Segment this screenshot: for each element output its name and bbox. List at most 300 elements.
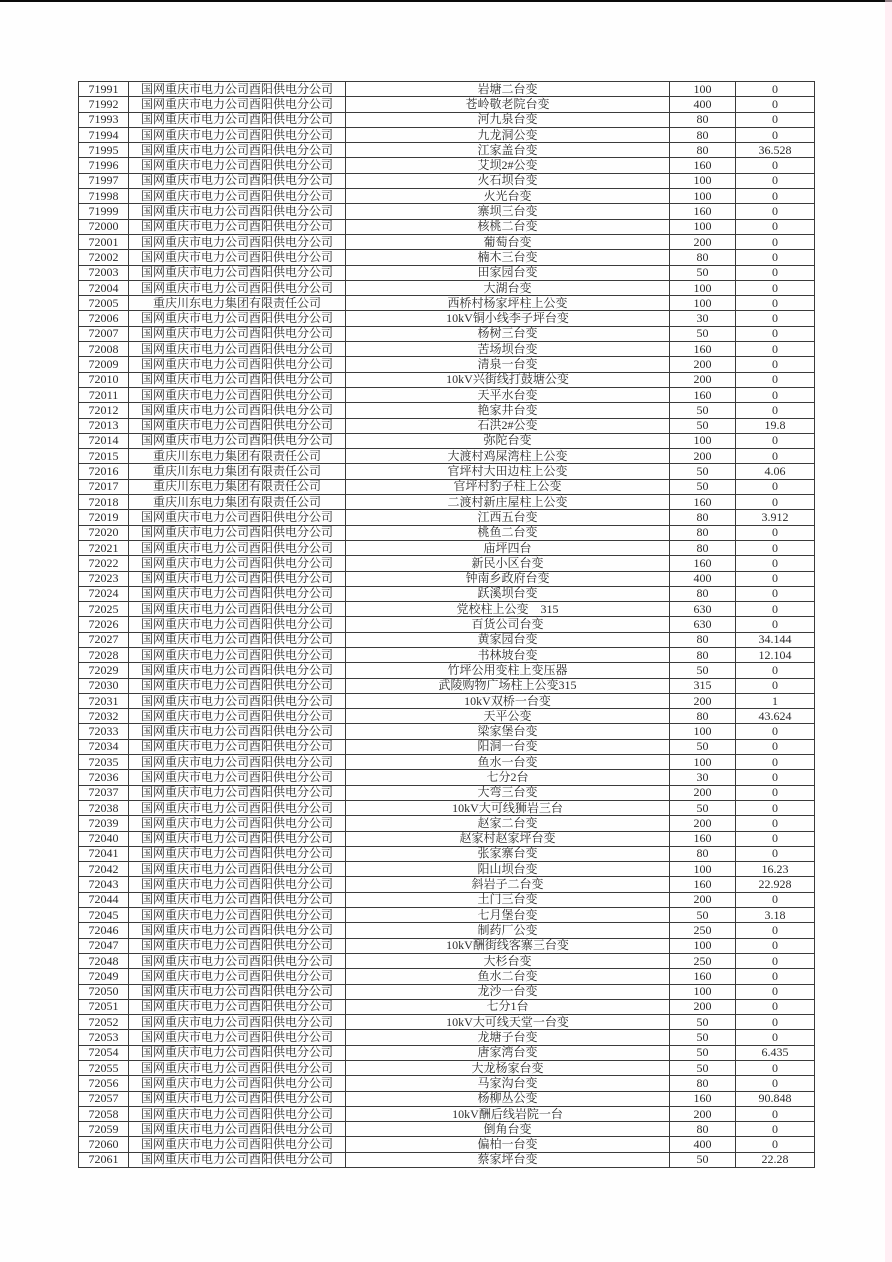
row-id-cell: 72030 (79, 678, 129, 693)
capacity-cell: 160 (670, 969, 736, 984)
station-name-cell: 10kV双桥一台变 (346, 693, 670, 708)
transformer-table-container (78, 81, 815, 1168)
row-id-cell: 72048 (79, 953, 129, 968)
row-id-cell: 72055 (79, 1061, 129, 1076)
company-name-cell: 国网重庆市电力公司酉阳供电分公司 (129, 1152, 346, 1167)
station-name-cell: 赵家村赵家坪台变 (346, 831, 670, 846)
value-cell: 0 (736, 571, 815, 586)
capacity-cell: 30 (670, 770, 736, 785)
value-cell: 16.23 (736, 862, 815, 877)
row-id-cell: 72025 (79, 602, 129, 617)
value-cell: 0 (736, 1076, 815, 1091)
station-name-cell: 书林坡台变 (346, 647, 670, 662)
capacity-cell: 80 (670, 632, 736, 647)
company-name-cell: 国网重庆市电力公司酉阳供电分公司 (129, 1106, 346, 1121)
row-id-cell: 72002 (79, 250, 129, 265)
table-row (79, 189, 815, 204)
table-row (79, 479, 815, 494)
station-name-cell: 清泉一台变 (346, 357, 670, 372)
capacity-cell: 80 (670, 709, 736, 724)
station-name-cell: 官坪村豹子柱上公变 (346, 479, 670, 494)
table-row (79, 617, 815, 632)
row-id-cell: 71991 (79, 82, 129, 97)
value-cell: 0 (736, 785, 815, 800)
value-cell: 0 (736, 495, 815, 510)
row-id-cell: 72036 (79, 770, 129, 785)
row-id-cell: 71997 (79, 173, 129, 188)
capacity-cell: 100 (670, 219, 736, 234)
company-name-cell: 国网重庆市电力公司酉阳供电分公司 (129, 127, 346, 142)
station-name-cell: 大弯三台变 (346, 785, 670, 800)
table-row (79, 97, 815, 112)
table-row (79, 678, 815, 693)
row-id-cell: 72028 (79, 647, 129, 662)
station-name-cell: 苦场坝台变 (346, 342, 670, 357)
station-name-cell: 鱼水二台变 (346, 969, 670, 984)
value-cell: 0 (736, 525, 815, 540)
value-cell: 90.848 (736, 1091, 815, 1106)
value-cell: 4.06 (736, 464, 815, 479)
table-row (79, 510, 815, 525)
company-name-cell: 重庆川东电力集团有限责任公司 (129, 296, 346, 311)
company-name-cell: 国网重庆市电力公司酉阳供电分公司 (129, 1091, 346, 1106)
capacity-cell: 200 (670, 449, 736, 464)
station-name-cell: 江西五台变 (346, 510, 670, 525)
capacity-cell: 100 (670, 189, 736, 204)
row-id-cell: 72021 (79, 540, 129, 555)
value-cell: 0 (736, 1061, 815, 1076)
table-row (79, 908, 815, 923)
value-cell: 22.928 (736, 877, 815, 892)
capacity-cell: 80 (670, 127, 736, 142)
row-id-cell: 72056 (79, 1076, 129, 1091)
row-id-cell: 72012 (79, 403, 129, 418)
row-id-cell: 72011 (79, 387, 129, 402)
value-cell: 12.104 (736, 647, 815, 662)
table-row (79, 1015, 815, 1030)
company-name-cell: 国网重庆市电力公司酉阳供电分公司 (129, 816, 346, 831)
company-name-cell: 国网重庆市电力公司酉阳供电分公司 (129, 372, 346, 387)
value-cell: 0 (736, 173, 815, 188)
row-id-cell: 72017 (79, 479, 129, 494)
company-name-cell: 国网重庆市电力公司酉阳供电分公司 (129, 234, 346, 249)
capacity-cell: 200 (670, 693, 736, 708)
table-row (79, 984, 815, 999)
capacity-cell: 50 (670, 663, 736, 678)
station-name-cell: 天平水台变 (346, 387, 670, 402)
capacity-cell: 50 (670, 479, 736, 494)
table-row (79, 586, 815, 601)
table-row (79, 663, 815, 678)
row-id-cell: 72015 (79, 449, 129, 464)
capacity-cell: 250 (670, 923, 736, 938)
company-name-cell: 国网重庆市电力公司酉阳供电分公司 (129, 1045, 346, 1060)
value-cell: 0 (736, 326, 815, 341)
table-row (79, 280, 815, 295)
table-row (79, 525, 815, 540)
capacity-cell: 100 (670, 296, 736, 311)
table-row (79, 1106, 815, 1121)
value-cell: 0 (736, 127, 815, 142)
table-row (79, 1152, 815, 1167)
table-row (79, 953, 815, 968)
row-id-cell: 72049 (79, 969, 129, 984)
company-name-cell: 国网重庆市电力公司酉阳供电分公司 (129, 647, 346, 662)
value-cell: 0 (736, 82, 815, 97)
capacity-cell: 400 (670, 97, 736, 112)
row-id-cell: 72054 (79, 1045, 129, 1060)
station-name-cell: 土门三台变 (346, 892, 670, 907)
value-cell: 0 (736, 403, 815, 418)
capacity-cell: 160 (670, 204, 736, 219)
company-name-cell: 国网重庆市电力公司酉阳供电分公司 (129, 1061, 346, 1076)
station-name-cell: 桃鱼二台变 (346, 525, 670, 540)
table-row (79, 418, 815, 433)
row-id-cell: 72029 (79, 663, 129, 678)
value-cell: 0 (736, 663, 815, 678)
station-name-cell: 大渡村鸡屎湾柱上公变 (346, 449, 670, 464)
capacity-cell: 200 (670, 999, 736, 1014)
station-name-cell: 马家沟台变 (346, 1076, 670, 1091)
row-id-cell: 72034 (79, 739, 129, 754)
capacity-cell: 30 (670, 311, 736, 326)
row-id-cell: 72035 (79, 755, 129, 770)
station-name-cell: 阳洞一台变 (346, 739, 670, 754)
table-row (79, 877, 815, 892)
company-name-cell: 国网重庆市电力公司酉阳供电分公司 (129, 800, 346, 815)
company-name-cell: 国网重庆市电力公司酉阳供电分公司 (129, 1015, 346, 1030)
company-name-cell: 国网重庆市电力公司酉阳供电分公司 (129, 862, 346, 877)
table-row (79, 433, 815, 448)
capacity-cell: 100 (670, 173, 736, 188)
capacity-cell: 100 (670, 984, 736, 999)
company-name-cell: 国网重庆市电力公司酉阳供电分公司 (129, 311, 346, 326)
company-name-cell: 国网重庆市电力公司酉阳供电分公司 (129, 525, 346, 540)
capacity-cell: 50 (670, 418, 736, 433)
table-row (79, 800, 815, 815)
station-name-cell: 七分2台 (346, 770, 670, 785)
capacity-cell: 100 (670, 755, 736, 770)
row-id-cell: 72043 (79, 877, 129, 892)
table-row (79, 923, 815, 938)
value-cell: 0 (736, 938, 815, 953)
station-name-cell: 石洪2#公变 (346, 418, 670, 433)
table-row (79, 846, 815, 861)
row-id-cell: 72031 (79, 693, 129, 708)
value-cell: 0 (736, 617, 815, 632)
company-name-cell: 国网重庆市电力公司酉阳供电分公司 (129, 999, 346, 1014)
table-row (79, 158, 815, 173)
table-row (79, 540, 815, 555)
table-row (79, 938, 815, 953)
capacity-cell: 80 (670, 143, 736, 158)
value-cell: 0 (736, 969, 815, 984)
capacity-cell: 200 (670, 1106, 736, 1121)
row-id-cell: 72038 (79, 800, 129, 815)
company-name-cell: 国网重庆市电力公司酉阳供电分公司 (129, 189, 346, 204)
row-id-cell: 72040 (79, 831, 129, 846)
capacity-cell: 80 (670, 525, 736, 540)
capacity-cell: 50 (670, 800, 736, 815)
capacity-cell: 50 (670, 1030, 736, 1045)
value-cell: 3.912 (736, 510, 815, 525)
company-name-cell: 国网重庆市电力公司酉阳供电分公司 (129, 143, 346, 158)
company-name-cell: 国网重庆市电力公司酉阳供电分公司 (129, 709, 346, 724)
row-id-cell: 72041 (79, 846, 129, 861)
value-cell: 0 (736, 892, 815, 907)
capacity-cell: 50 (670, 1045, 736, 1060)
capacity-cell: 200 (670, 892, 736, 907)
value-cell: 0 (736, 433, 815, 448)
company-name-cell: 国网重庆市电力公司酉阳供电分公司 (129, 984, 346, 999)
capacity-cell: 250 (670, 953, 736, 968)
row-id-cell: 71993 (79, 112, 129, 127)
station-name-cell: 葡萄台变 (346, 234, 670, 249)
row-id-cell: 72050 (79, 984, 129, 999)
company-name-cell: 国网重庆市电力公司酉阳供电分公司 (129, 846, 346, 861)
table-row (79, 770, 815, 785)
table-row (79, 449, 815, 464)
station-name-cell: 河九泉台变 (346, 112, 670, 127)
station-name-cell: 10kV酬后线岩院一台 (346, 1106, 670, 1121)
company-name-cell: 国网重庆市电力公司酉阳供电分公司 (129, 755, 346, 770)
scan-edge-right-tint (885, 0, 892, 1262)
row-id-cell: 72016 (79, 464, 129, 479)
row-id-cell: 72020 (79, 525, 129, 540)
station-name-cell: 核桃二台变 (346, 219, 670, 234)
station-name-cell: 苍岭敬老院台变 (346, 97, 670, 112)
company-name-cell: 国网重庆市电力公司酉阳供电分公司 (129, 602, 346, 617)
table-row (79, 204, 815, 219)
row-id-cell: 72039 (79, 816, 129, 831)
table-row (79, 234, 815, 249)
value-cell: 0 (736, 602, 815, 617)
row-id-cell: 72003 (79, 265, 129, 280)
table-row (79, 403, 815, 418)
capacity-cell: 80 (670, 1122, 736, 1137)
table-row (79, 969, 815, 984)
capacity-cell: 160 (670, 342, 736, 357)
table-row (79, 739, 815, 754)
capacity-cell: 100 (670, 82, 736, 97)
value-cell: 0 (736, 250, 815, 265)
company-name-cell: 国网重庆市电力公司酉阳供电分公司 (129, 97, 346, 112)
row-id-cell: 72033 (79, 724, 129, 739)
company-name-cell: 重庆川东电力集团有限责任公司 (129, 449, 346, 464)
value-cell: 0 (736, 586, 815, 601)
row-id-cell: 72023 (79, 571, 129, 586)
row-id-cell: 71992 (79, 97, 129, 112)
value-cell: 19.8 (736, 418, 815, 433)
company-name-cell: 国网重庆市电力公司酉阳供电分公司 (129, 1076, 346, 1091)
station-name-cell: 党校柱上公变 315 (346, 602, 670, 617)
value-cell: 0 (736, 372, 815, 387)
table-row (79, 1076, 815, 1091)
station-name-cell: 大湖台变 (346, 280, 670, 295)
table-row (79, 342, 815, 357)
company-name-cell: 国网重庆市电力公司酉阳供电分公司 (129, 1137, 346, 1152)
station-name-cell: 寨坝三台变 (346, 204, 670, 219)
row-id-cell: 72027 (79, 632, 129, 647)
station-name-cell: 弥陀台变 (346, 433, 670, 448)
value-cell: 0 (736, 755, 815, 770)
table-row (79, 724, 815, 739)
station-name-cell: 10kV兴街线打鼓塘公变 (346, 372, 670, 387)
station-name-cell: 火光台变 (346, 189, 670, 204)
value-cell: 0 (736, 1106, 815, 1121)
station-name-cell: 龙塘子台变 (346, 1030, 670, 1045)
capacity-cell: 160 (670, 831, 736, 846)
company-name-cell: 国网重庆市电力公司酉阳供电分公司 (129, 280, 346, 295)
row-id-cell: 72044 (79, 892, 129, 907)
station-name-cell: 火石坝台变 (346, 173, 670, 188)
station-name-cell: 阳山坝台变 (346, 862, 670, 877)
station-name-cell: 唐家湾台变 (346, 1045, 670, 1060)
company-name-cell: 国网重庆市电力公司酉阳供电分公司 (129, 540, 346, 555)
value-cell: 0 (736, 724, 815, 739)
row-id-cell: 71999 (79, 204, 129, 219)
row-id-cell: 72004 (79, 280, 129, 295)
row-id-cell: 72006 (79, 311, 129, 326)
company-name-cell: 国网重庆市电力公司酉阳供电分公司 (129, 418, 346, 433)
company-name-cell: 国网重庆市电力公司酉阳供电分公司 (129, 770, 346, 785)
station-name-cell: 艾坝2#公变 (346, 158, 670, 173)
value-cell: 0 (736, 831, 815, 846)
value-cell: 0 (736, 97, 815, 112)
row-id-cell: 72014 (79, 433, 129, 448)
capacity-cell: 160 (670, 556, 736, 571)
capacity-cell: 630 (670, 617, 736, 632)
row-id-cell: 72000 (79, 219, 129, 234)
capacity-cell: 100 (670, 862, 736, 877)
station-name-cell: 鱼水一台变 (346, 755, 670, 770)
station-name-cell: 钟南乡政府台变 (346, 571, 670, 586)
station-name-cell: 二渡村新庄屋柱上公变 (346, 495, 670, 510)
company-name-cell: 国网重庆市电力公司酉阳供电分公司 (129, 892, 346, 907)
capacity-cell: 100 (670, 280, 736, 295)
value-cell: 0 (736, 189, 815, 204)
capacity-cell: 160 (670, 158, 736, 173)
table-row (79, 1061, 815, 1076)
value-cell: 0 (736, 846, 815, 861)
station-name-cell: 赵家二台变 (346, 816, 670, 831)
row-id-cell: 72052 (79, 1015, 129, 1030)
station-name-cell: 天平公变 (346, 709, 670, 724)
row-id-cell: 71998 (79, 189, 129, 204)
station-name-cell: 杨柳丛公变 (346, 1091, 670, 1106)
table-row (79, 82, 815, 97)
company-name-cell: 国网重庆市电力公司酉阳供电分公司 (129, 739, 346, 754)
capacity-cell: 160 (670, 877, 736, 892)
company-name-cell: 国网重庆市电力公司酉阳供电分公司 (129, 204, 346, 219)
value-cell: 0 (736, 999, 815, 1014)
capacity-cell: 200 (670, 357, 736, 372)
capacity-cell: 50 (670, 464, 736, 479)
capacity-cell: 160 (670, 495, 736, 510)
capacity-cell: 80 (670, 586, 736, 601)
company-name-cell: 国网重庆市电力公司酉阳供电分公司 (129, 831, 346, 846)
company-name-cell: 国网重庆市电力公司酉阳供电分公司 (129, 112, 346, 127)
capacity-cell: 50 (670, 1061, 736, 1076)
capacity-cell: 50 (670, 739, 736, 754)
station-name-cell: 田家园台变 (346, 265, 670, 280)
value-cell: 0 (736, 678, 815, 693)
capacity-cell: 160 (670, 1091, 736, 1106)
row-id-cell: 72022 (79, 556, 129, 571)
company-name-cell: 国网重庆市电力公司酉阳供电分公司 (129, 617, 346, 632)
station-name-cell: 偏柏一台变 (346, 1137, 670, 1152)
station-name-cell: 黄家园台变 (346, 632, 670, 647)
company-name-cell: 国网重庆市电力公司酉阳供电分公司 (129, 938, 346, 953)
capacity-cell: 200 (670, 372, 736, 387)
value-cell: 0 (736, 1015, 815, 1030)
company-name-cell: 国网重庆市电力公司酉阳供电分公司 (129, 357, 346, 372)
station-name-cell: 杨树三台变 (346, 326, 670, 341)
value-cell: 6.435 (736, 1045, 815, 1060)
company-name-cell: 国网重庆市电力公司酉阳供电分公司 (129, 265, 346, 280)
table-row (79, 556, 815, 571)
row-id-cell: 72061 (79, 1152, 129, 1167)
value-cell: 3.18 (736, 908, 815, 923)
table-row (79, 219, 815, 234)
capacity-cell: 80 (670, 846, 736, 861)
capacity-cell: 100 (670, 938, 736, 953)
station-name-cell: 大龙杨家台变 (346, 1061, 670, 1076)
value-cell: 0 (736, 923, 815, 938)
station-name-cell: 庙坪四台 (346, 540, 670, 555)
value-cell: 0 (736, 311, 815, 326)
table-row (79, 311, 815, 326)
row-id-cell: 72005 (79, 296, 129, 311)
capacity-cell: 80 (670, 112, 736, 127)
row-id-cell: 72045 (79, 908, 129, 923)
value-cell: 0 (736, 1122, 815, 1137)
table-body (79, 82, 815, 1168)
capacity-cell: 80 (670, 540, 736, 555)
capacity-cell: 200 (670, 234, 736, 249)
row-id-cell: 72019 (79, 510, 129, 525)
station-name-cell: 武陵购物广场柱上公变315 (346, 678, 670, 693)
company-name-cell: 国网重庆市电力公司酉阳供电分公司 (129, 158, 346, 173)
station-name-cell: 跃溪坝台变 (346, 586, 670, 601)
value-cell: 0 (736, 556, 815, 571)
capacity-cell: 400 (670, 571, 736, 586)
capacity-cell: 630 (670, 602, 736, 617)
table-row (79, 1030, 815, 1045)
value-cell: 0 (736, 800, 815, 815)
table-row (79, 999, 815, 1014)
company-name-cell: 国网重庆市电力公司酉阳供电分公司 (129, 969, 346, 984)
station-name-cell: 楠木三台变 (346, 250, 670, 265)
table-row (79, 372, 815, 387)
table-row (79, 357, 815, 372)
table-row (79, 1122, 815, 1137)
row-id-cell: 72037 (79, 785, 129, 800)
table-row (79, 495, 815, 510)
company-name-cell: 国网重庆市电力公司酉阳供电分公司 (129, 632, 346, 647)
capacity-cell: 50 (670, 908, 736, 923)
table-row (79, 862, 815, 877)
value-cell: 0 (736, 265, 815, 280)
capacity-cell: 315 (670, 678, 736, 693)
station-name-cell: 西桥村杨家坪柱上公变 (346, 296, 670, 311)
station-name-cell: 官坪村大田边柱上公变 (346, 464, 670, 479)
row-id-cell: 72058 (79, 1106, 129, 1121)
table-row (79, 1137, 815, 1152)
value-cell: 0 (736, 280, 815, 295)
value-cell: 0 (736, 357, 815, 372)
table-row (79, 785, 815, 800)
